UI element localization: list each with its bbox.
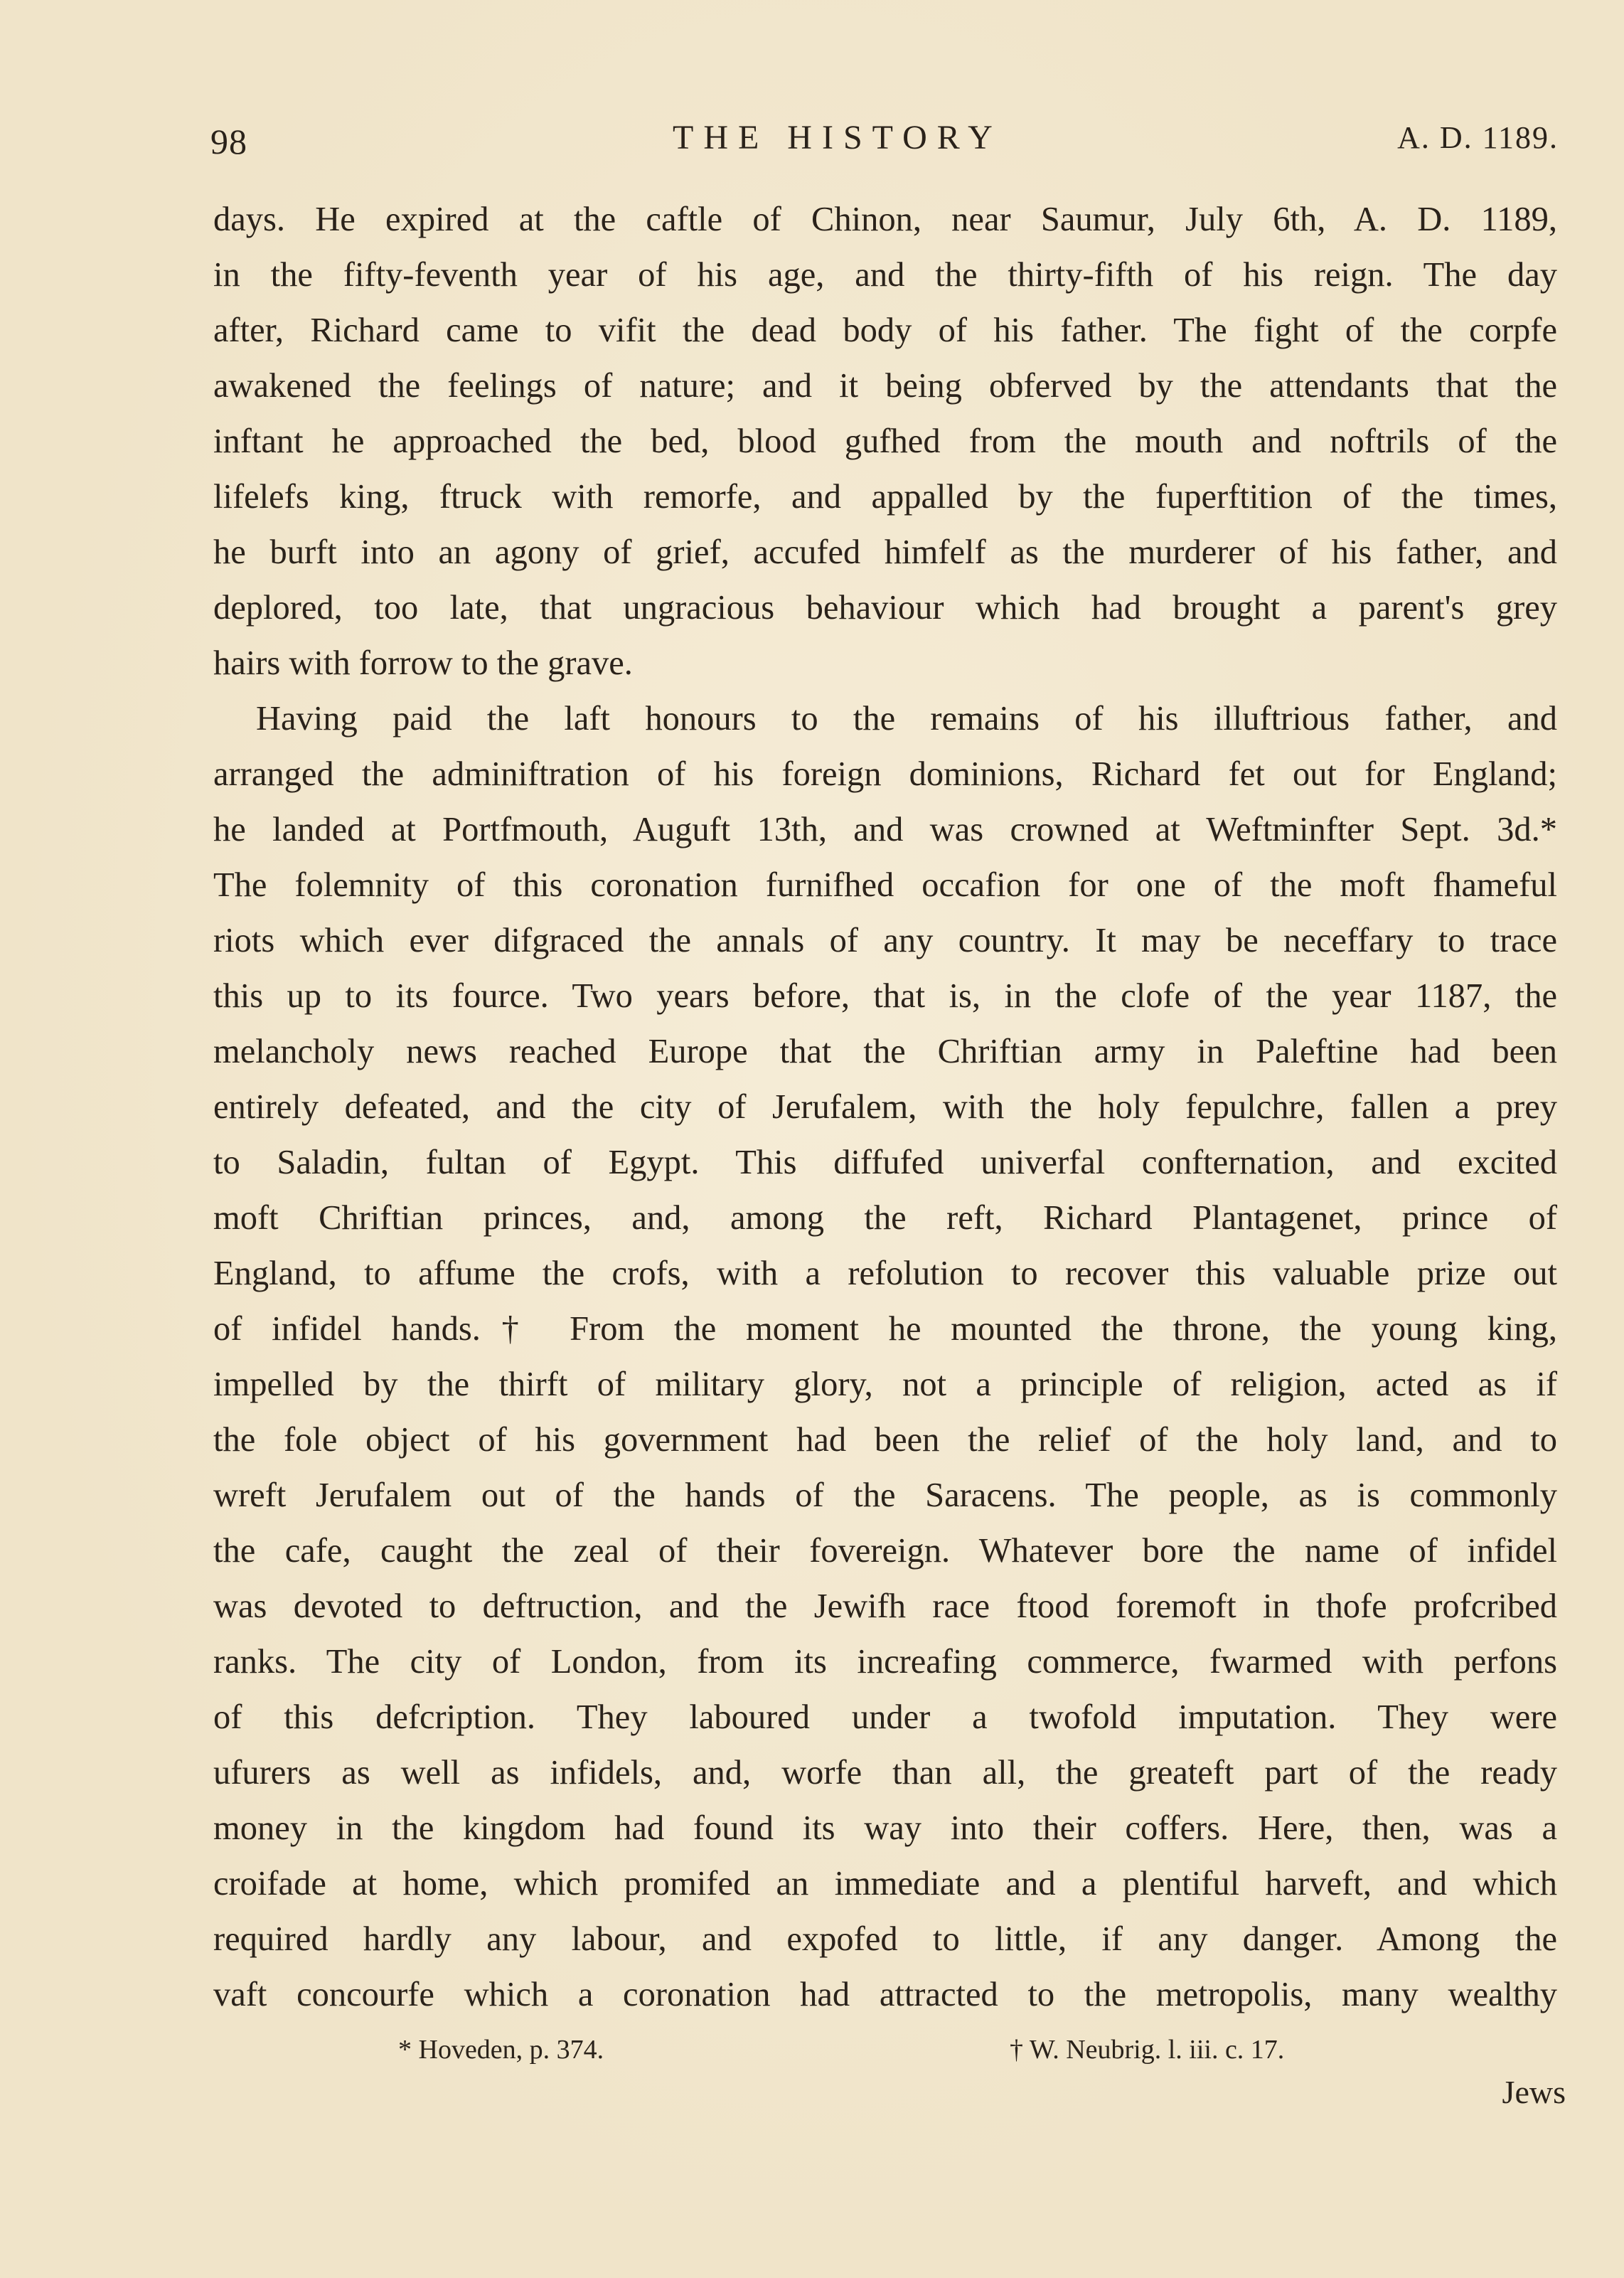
catchword: Jews bbox=[1502, 2074, 1566, 2110]
text-line: vaft concourfe which a coronation had attracted to the metropolis, many wealthy bbox=[213, 1976, 1557, 2013]
text-line: croifade at home, which promifed an immediate and a plentiful harveft, and which bbox=[213, 1865, 1557, 1902]
text-line: melancholy news reached Europe that the Chriftian army in Paleftine had been bbox=[213, 1033, 1557, 1070]
text-line: money in the kingdom had found its way into their coffers. Here, then, was a bbox=[213, 1809, 1557, 1847]
text-line: wreft Jerufalem out of the hands of the Saracens. The people, as is commonly bbox=[213, 1476, 1557, 1514]
date-mark: A. D. 1189. bbox=[1397, 120, 1559, 155]
page-number: 98 bbox=[210, 122, 247, 161]
text-line: ufurers as well as infidels, and, worfe than all, the greateft part of the ready bbox=[213, 1754, 1557, 1792]
text-line: hairs with forrow to the grave. bbox=[213, 644, 633, 682]
running-title: THE HISTORY bbox=[673, 119, 1003, 156]
text-line: awakened the feelings of nature; and it being obferved by the attendants that the bbox=[213, 367, 1557, 405]
text-line: The folemnity of this coronation furnifhed occafion for one of the moft fhameful bbox=[213, 866, 1557, 904]
text-line: lifelefs king, ftruck with remorfe, and appalled by the fuperftition of the times, bbox=[213, 478, 1557, 516]
text-line: riots which ever difgraced the annals of any country. It may be neceffary to trace bbox=[213, 922, 1557, 959]
text-line: in the fifty-feventh year of his age, and the thirty-fifth of his reign. The day bbox=[213, 256, 1557, 294]
page-header bbox=[210, 112, 1559, 169]
text-line: this up to its fource. Two years before, that is, in the clofe of the year 1187, the bbox=[213, 977, 1557, 1015]
text-line: inftant he approached the bed, blood gufhed from the mouth and noftrils of the bbox=[213, 422, 1557, 460]
text-line: Having paid the laft honours to the remains of his illuftrious father, and bbox=[256, 700, 1557, 738]
text-line: the cafe, caught the zeal of their fovereign. Whatever bore the name of infidel bbox=[213, 1532, 1557, 1570]
footnote-neubrig: † W. Neubrig. l. iii. c. 17. bbox=[1010, 2035, 1285, 2065]
text-line: was devoted to deftruction, and the Jewifh race ftood foremoft in thofe profcribed bbox=[213, 1587, 1557, 1625]
text-line: entirely defeated, and the city of Jerufalem, with the holy fepulchre, fallen a prey bbox=[213, 1088, 1557, 1126]
text-line: deplored, too late, that ungracious behaviour which had brought a parent's grey bbox=[213, 589, 1557, 627]
footnote-hoveden: * Hoveden, p. 374. bbox=[398, 2035, 604, 2065]
text-line: days. He expired at the caftle of Chinon, near Saumur, July 6th, A. D. 1189, bbox=[213, 201, 1557, 238]
text-line: he burft into an agony of grief, accufed himfelf as the murderer of his father, and bbox=[213, 533, 1557, 571]
text-line: moft Chriftian princes, and, among the reft, Richard Plantagenet, prince of bbox=[213, 1199, 1557, 1237]
text-line: required hardly any labour, and expofed to little, if any danger. Among the bbox=[213, 1920, 1557, 1958]
text-line: impelled by the thirft of military glory, not a principle of religion, acted as if bbox=[213, 1366, 1557, 1403]
text-line: to Saladin, fultan of Egypt. This diffufed univerfal confternation, and excited bbox=[213, 1144, 1557, 1181]
text-line: the fole object of his government had been the relief of the holy land, and to bbox=[213, 1421, 1557, 1459]
text-line: England, to affume the crofs, with a refolution to recover this valuable prize out bbox=[213, 1255, 1557, 1292]
text-line: of this defcription. They laboured under a twofold imputation. They were bbox=[213, 1698, 1557, 1736]
text-line: he landed at Portfmouth, Auguft 13th, and was crowned at Weftminfter Sept. 3d.* bbox=[213, 811, 1557, 848]
text-line: arranged the adminiftration of his foreign dominions, Richard fet out for England; bbox=[213, 755, 1557, 793]
text-line: ranks. The city of London, from its increafing commerce, fwarmed with perfons bbox=[213, 1643, 1557, 1681]
footnotes bbox=[213, 2034, 1557, 2077]
body-text bbox=[213, 192, 1557, 2023]
text-line: after, Richard came to vifit the dead body of his father. The fight of the corpfe bbox=[213, 312, 1557, 349]
text-line: of infidel hands.† From the moment he mounted the throne, the young king, bbox=[213, 1310, 1557, 1348]
